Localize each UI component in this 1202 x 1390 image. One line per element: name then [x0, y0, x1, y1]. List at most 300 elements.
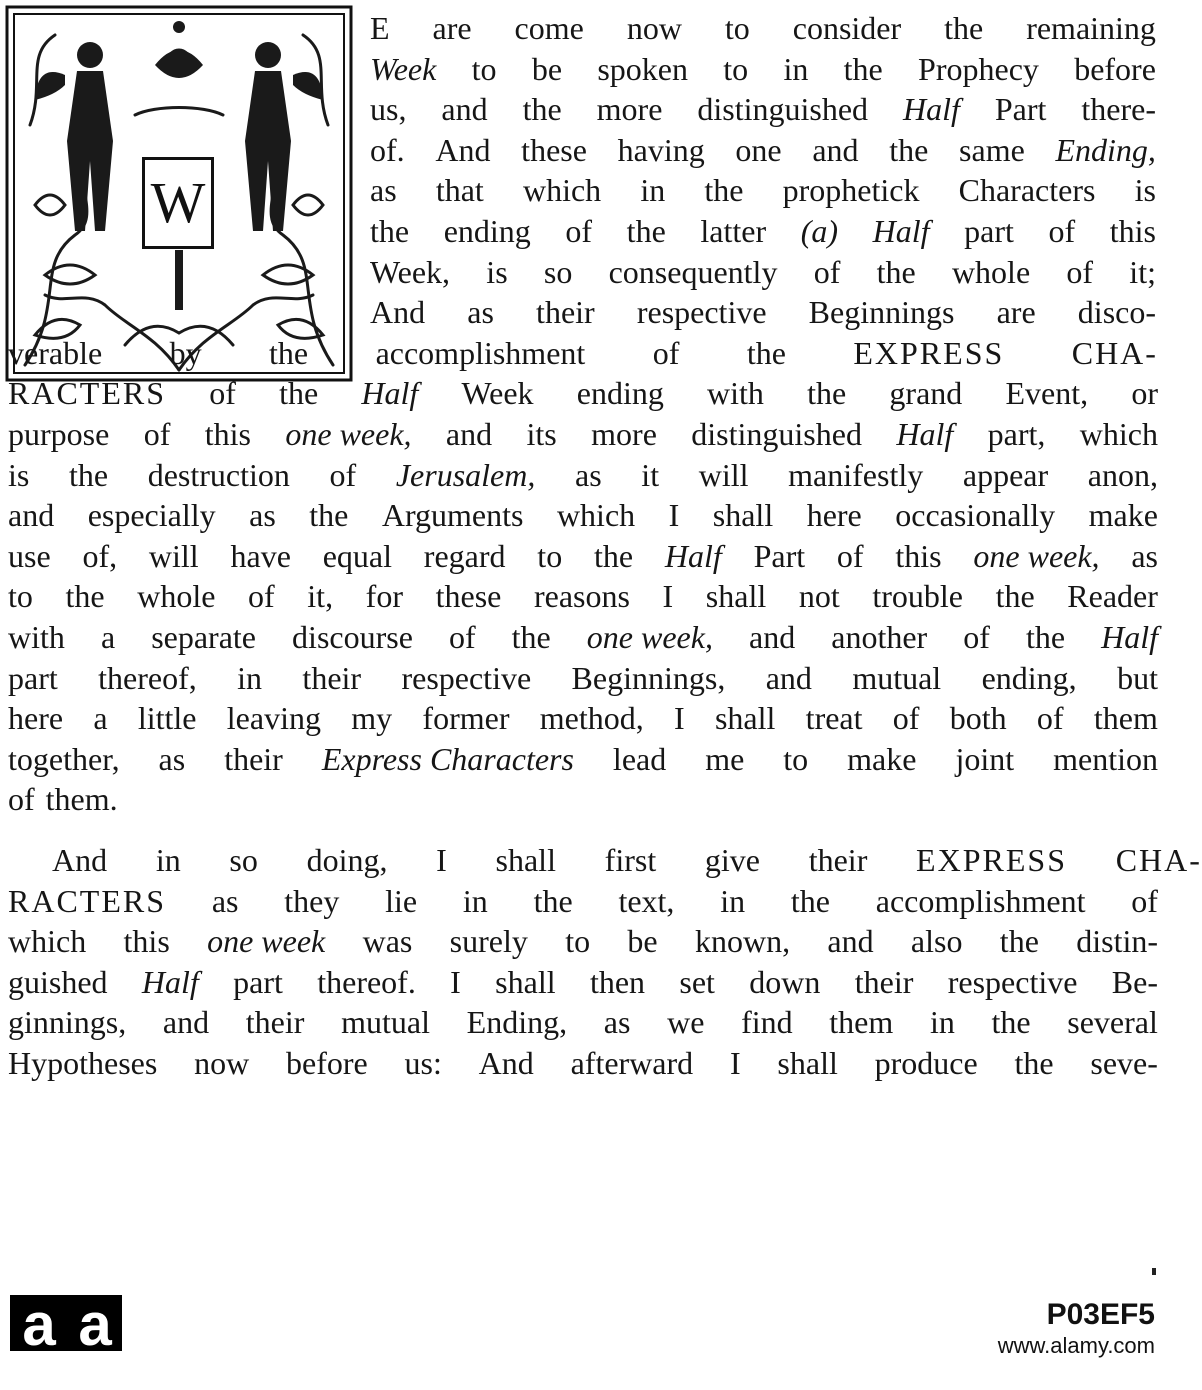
word: make: [847, 740, 917, 777]
italic-word: (a): [800, 213, 839, 249]
word: grand: [889, 375, 963, 412]
text-line: [8, 617, 1158, 657]
word: I: [662, 578, 674, 615]
word: their: [808, 842, 868, 878]
word: set: [679, 963, 715, 1000]
word: RACTERS: [8, 882, 167, 919]
word: one: [735, 131, 782, 168]
word: Part: [994, 91, 1047, 128]
word: also: [910, 923, 963, 960]
word: [587, 617, 713, 657]
word: lead: [612, 740, 667, 777]
word: occasionally: [895, 497, 1056, 534]
word: another: [831, 619, 928, 655]
word: ending,: [981, 659, 1077, 696]
word: the: [65, 578, 105, 615]
italic-word: one week,: [586, 619, 713, 655]
word: the: [68, 456, 109, 493]
word: that: [435, 172, 484, 209]
word: they: [284, 882, 340, 919]
italic-word: one week,: [285, 416, 412, 452]
word: E: [370, 10, 390, 46]
word: to: [8, 578, 33, 615]
italic-word: Express Characters: [321, 740, 574, 777]
word: I: [729, 1045, 741, 1081]
word: [973, 536, 1099, 576]
word: whole: [137, 578, 216, 615]
word: [1101, 617, 1158, 657]
word: it,: [307, 578, 334, 615]
word: this: [895, 537, 942, 574]
word: and: [441, 91, 488, 128]
word: spoken: [597, 50, 688, 87]
word: more: [591, 416, 657, 452]
word: RACTERS: [8, 375, 167, 412]
word: disco-: [1077, 294, 1156, 331]
word: known,: [694, 923, 791, 960]
word: I: [436, 842, 447, 878]
word: their: [245, 1004, 305, 1041]
word: as: [249, 497, 276, 534]
word: now: [194, 1045, 250, 1081]
word: more: [596, 91, 663, 128]
word: the: [593, 537, 634, 574]
italic-word: Half: [141, 963, 199, 1000]
word: And: [52, 842, 108, 878]
word: part: [964, 213, 1014, 249]
word: now: [626, 10, 682, 46]
word: to: [783, 740, 809, 777]
word: find: [741, 1004, 793, 1041]
word: verable: [8, 334, 103, 371]
word: Arguments: [381, 497, 524, 534]
word: which: [522, 172, 602, 209]
word: as: [575, 456, 602, 493]
word: produce: [874, 1045, 978, 1081]
text-line: [8, 536, 1158, 576]
word: especially: [87, 497, 216, 534]
word: part: [8, 659, 58, 696]
word: afterward: [570, 1045, 694, 1081]
word: as: [467, 294, 494, 331]
word: then: [589, 963, 646, 1000]
word: there-: [1081, 91, 1156, 128]
word: as: [603, 1004, 631, 1041]
word: the: [279, 375, 319, 412]
word: so: [543, 253, 573, 290]
text-line: [8, 658, 1158, 698]
word: is: [486, 253, 508, 290]
word: their: [302, 659, 362, 696]
word: the: [991, 1004, 1031, 1041]
word: part,: [987, 416, 1046, 452]
word: give: [704, 842, 760, 878]
word: method,: [539, 700, 644, 737]
word: of: [1036, 700, 1064, 737]
word: of: [565, 213, 593, 249]
word: mention: [1053, 740, 1158, 777]
word: or: [1131, 375, 1158, 412]
word: reasons: [533, 578, 630, 615]
word: both: [949, 700, 1007, 737]
word: prophetick: [782, 172, 920, 209]
word: the: [999, 923, 1039, 960]
italic-word: one week: [207, 923, 326, 960]
word: of: [1131, 882, 1158, 919]
word: shall: [705, 578, 767, 615]
word: their: [854, 963, 914, 1000]
word: in: [462, 882, 488, 919]
word: [142, 962, 199, 1002]
word: use: [8, 537, 51, 574]
word: here: [8, 700, 64, 737]
text-line: [8, 1002, 1158, 1042]
word: Reader: [1067, 578, 1158, 615]
word: and: [749, 619, 796, 655]
text-line: [370, 292, 1156, 332]
word: the: [843, 50, 883, 87]
word: respective: [401, 659, 532, 696]
word: ending: [443, 213, 531, 249]
text-line: [370, 130, 1156, 170]
word: destruction: [147, 456, 290, 493]
word: Week: [461, 375, 534, 412]
word: Hypotheses: [8, 1045, 158, 1081]
word: to: [471, 50, 497, 87]
word: come: [514, 10, 584, 46]
word: Part: [753, 537, 806, 574]
word: treat: [805, 700, 863, 737]
word: Be-: [1111, 963, 1158, 1000]
word: distinguished: [697, 91, 869, 128]
word: of: [8, 781, 35, 818]
word: be: [627, 923, 658, 960]
word: the: [269, 334, 309, 371]
word: And: [370, 294, 426, 331]
word: the: [1014, 1045, 1054, 1081]
word: little: [137, 700, 197, 737]
word: here: [806, 497, 862, 534]
word: of: [813, 253, 841, 290]
text-line: [8, 962, 1158, 1002]
word: And: [478, 1045, 534, 1081]
word: purpose: [8, 416, 110, 452]
text-line: [370, 170, 1156, 210]
watermark-bar: [0, 1275, 1167, 1390]
word: manifestly: [788, 456, 924, 493]
word: will: [698, 456, 749, 493]
word: the: [309, 497, 349, 534]
word: this: [123, 923, 170, 960]
word: the: [876, 253, 916, 290]
word: [322, 739, 574, 779]
word: latter: [700, 213, 767, 249]
word: lie: [385, 882, 418, 919]
word: doing,: [306, 842, 388, 878]
italic-word: Half: [903, 91, 960, 128]
word: me: [705, 740, 745, 777]
word: [665, 536, 722, 576]
word: Week,: [370, 253, 451, 290]
word: are: [996, 294, 1036, 331]
word: for: [365, 578, 403, 615]
word: shall: [777, 1045, 838, 1081]
word: Beginnings: [808, 294, 955, 331]
word: trouble: [872, 578, 963, 615]
word: accomplishment: [375, 334, 586, 371]
word: Ending,: [466, 1004, 568, 1041]
ornamental-initial: [5, 5, 353, 382]
word: CHA-: [1115, 842, 1202, 878]
word: same: [959, 131, 1025, 168]
word: it: [641, 456, 660, 493]
word: by: [169, 334, 202, 371]
word: them: [1093, 700, 1158, 737]
text-line: [8, 840, 1202, 880]
word: of: [448, 619, 476, 655]
word: consider: [792, 10, 902, 46]
word: will: [148, 537, 199, 574]
word: as: [158, 740, 186, 777]
word: I: [668, 497, 680, 534]
word: a: [93, 700, 108, 737]
word: us:: [404, 1045, 442, 1081]
text-line: [8, 739, 1158, 779]
italic-word: Half: [896, 416, 954, 452]
word: leaving: [226, 700, 321, 737]
word: in: [929, 1004, 955, 1041]
word: whole: [951, 253, 1031, 290]
word: together,: [8, 740, 120, 777]
word: which: [1079, 416, 1158, 452]
text-line: [370, 8, 1156, 48]
word: Characters: [958, 172, 1096, 209]
word: accomplishment: [875, 882, 1086, 919]
word: part: [233, 963, 283, 1000]
word: ending: [576, 375, 664, 412]
word: guished: [8, 963, 108, 1000]
initial-letter-w: W: [142, 157, 214, 249]
word: to: [724, 10, 750, 46]
word: the: [944, 10, 984, 46]
word: with: [707, 375, 764, 412]
word: in: [237, 659, 263, 696]
word: I: [450, 963, 461, 1000]
word: this: [204, 416, 251, 452]
word: not: [798, 578, 840, 615]
word: and: [812, 131, 859, 168]
word: was: [362, 923, 413, 960]
word: in: [640, 172, 666, 209]
word: these: [521, 131, 587, 168]
word: them.: [45, 781, 118, 818]
word: respective: [636, 294, 767, 331]
word: regard: [423, 537, 506, 574]
word: my: [351, 700, 393, 737]
word: having: [617, 131, 705, 168]
word: of: [1066, 253, 1094, 290]
word: former: [422, 700, 510, 737]
word: the: [626, 213, 666, 249]
watermark-url: www.alamy.com: [997, 1333, 1155, 1358]
word: surely: [449, 923, 528, 960]
word: [370, 49, 436, 89]
word: of: [836, 537, 864, 574]
word: shall: [495, 842, 556, 878]
italic-word: Ending,: [1055, 131, 1156, 168]
word: separate: [151, 619, 256, 655]
word: consequently: [608, 253, 778, 290]
word: [285, 414, 411, 454]
word: shall: [714, 700, 776, 737]
word: which: [556, 497, 636, 534]
word: mutual: [341, 1004, 430, 1041]
text-line: [8, 881, 1158, 921]
word: make: [1088, 497, 1158, 534]
word: this: [1109, 213, 1156, 249]
word: as: [211, 882, 239, 919]
word: of: [892, 700, 920, 737]
word: thereof.: [317, 963, 416, 1000]
text-line: [8, 373, 1158, 413]
word: have: [230, 537, 291, 574]
word: in: [783, 50, 809, 87]
word: [1055, 130, 1155, 170]
italic-word: Half: [872, 213, 930, 249]
word: of: [1048, 213, 1076, 249]
word: [873, 211, 930, 251]
word: of: [143, 416, 171, 452]
word: And: [435, 131, 491, 168]
text-line: [370, 211, 1156, 251]
word: shall: [495, 963, 556, 1000]
word: are: [432, 10, 472, 46]
word: several: [1067, 1004, 1158, 1041]
word: of: [652, 334, 680, 371]
word: these: [435, 578, 502, 615]
word: and: [445, 416, 493, 452]
text-line: [370, 252, 1156, 292]
word: Beginnings,: [571, 659, 726, 696]
text-line: [8, 1043, 1158, 1083]
word: first: [604, 842, 657, 878]
word: and: [765, 659, 812, 696]
word: is: [1134, 172, 1156, 209]
word: [801, 211, 838, 251]
word: [207, 921, 325, 961]
word: the: [889, 131, 929, 168]
word: the: [995, 578, 1035, 615]
word: Prophecy: [918, 50, 1039, 87]
word: the: [522, 91, 562, 128]
word: as: [370, 172, 397, 209]
word: the: [370, 213, 410, 249]
word: and: [8, 497, 55, 534]
word: the: [533, 882, 573, 919]
word: of: [963, 619, 990, 655]
word: of: [248, 578, 275, 615]
word: the: [704, 172, 744, 209]
word: seve-: [1090, 1045, 1158, 1081]
word: before: [1074, 50, 1156, 87]
word: to: [565, 923, 591, 960]
italic-word: Half: [664, 537, 722, 574]
word: and: [827, 923, 874, 960]
italic-word: Half: [1101, 619, 1158, 655]
word: to: [723, 50, 749, 87]
italic-word: Half: [361, 375, 419, 412]
word: their: [224, 740, 283, 777]
word: we: [667, 1004, 705, 1041]
word: a: [100, 619, 116, 655]
word: [896, 414, 953, 454]
word: distin-: [1076, 923, 1158, 960]
text-line: [370, 89, 1156, 129]
alamy-logo: a a: [10, 1295, 122, 1355]
word: so: [229, 842, 258, 878]
word: down: [749, 963, 821, 1000]
word: their: [536, 294, 595, 331]
word: the: [1025, 619, 1066, 655]
text-line: [8, 333, 1158, 373]
word: its: [526, 416, 557, 452]
word: mutual: [852, 659, 942, 696]
word: the: [511, 619, 551, 655]
word: the: [746, 334, 786, 371]
word: be: [531, 50, 563, 87]
word: Event,: [1005, 375, 1089, 412]
word: equal: [322, 537, 392, 574]
word: distinguished: [691, 416, 862, 452]
italic-word: Jerusalem,: [395, 456, 536, 493]
word: it;: [1129, 253, 1156, 290]
word: shall: [712, 497, 774, 534]
word: of: [209, 375, 236, 412]
word: ginnings,: [8, 1004, 127, 1041]
word: appear: [962, 456, 1049, 493]
word: of: [329, 456, 357, 493]
word: to: [537, 537, 563, 574]
word: the: [790, 882, 830, 919]
text-line: [8, 414, 1158, 454]
word: the: [807, 375, 847, 412]
word: EXPRESS: [853, 334, 1005, 371]
word: anon,: [1087, 456, 1158, 493]
word: of.: [370, 131, 405, 168]
word: [396, 455, 536, 495]
word: EXPRESS: [916, 842, 1067, 878]
text-line: [370, 49, 1156, 89]
word: us,: [370, 91, 407, 128]
word: with: [8, 619, 65, 655]
word: text,: [618, 882, 675, 919]
image-id: P03EF5: [1046, 1298, 1155, 1331]
italic-word: one week,: [973, 537, 1100, 574]
text-line: [8, 576, 1158, 616]
word: which: [8, 923, 87, 960]
word: but: [1117, 659, 1158, 696]
text-line: [8, 698, 1158, 738]
word: CHA-: [1071, 334, 1158, 371]
word: before: [286, 1045, 368, 1081]
word: of,: [82, 537, 118, 574]
word: as: [1131, 537, 1158, 574]
text-line: [8, 455, 1158, 495]
word: is: [8, 456, 30, 493]
word: in: [155, 842, 181, 878]
word: discourse: [292, 619, 413, 655]
word: and: [162, 1004, 210, 1041]
